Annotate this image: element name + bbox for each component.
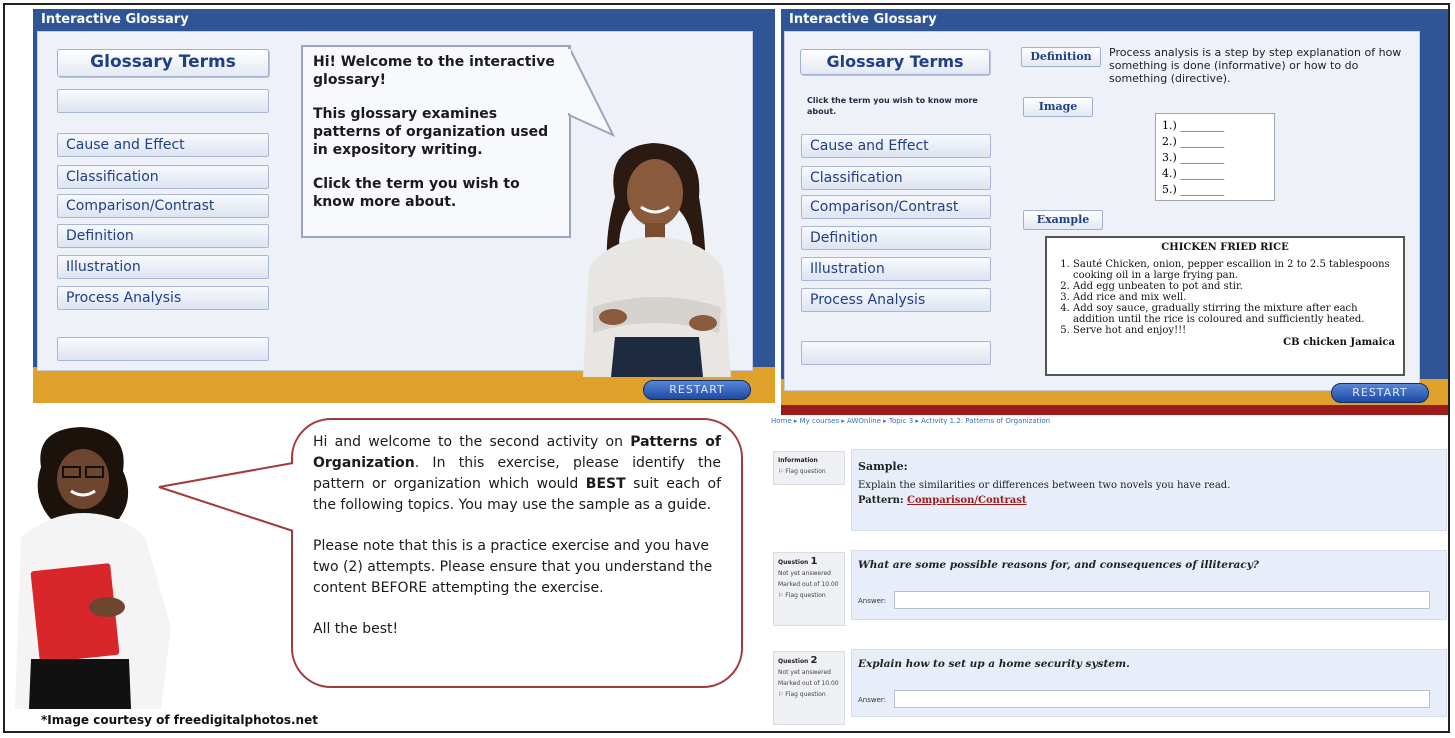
right-term-classification[interactable]: Classification xyxy=(801,166,991,190)
right-term-definition[interactable]: Definition xyxy=(801,226,991,250)
right-term-illustration[interactable]: Illustration xyxy=(801,257,991,281)
empty-term-slot-bottom[interactable] xyxy=(57,337,269,361)
recipe-step: 1. Sauté Chicken, onion, pepper escallion in 2 to 2.5 tablespoons cooking oil in a large frying pan. xyxy=(1073,259,1395,281)
activity-speech-bubble xyxy=(291,418,743,688)
right-empty-term-slot[interactable] xyxy=(801,341,991,365)
definition-text: Process analysis is a step by step explanation of how something is done (informative) or how to do something (directive). xyxy=(1109,46,1402,85)
question-2-info-box xyxy=(773,651,845,725)
flag-icon: ⚐ xyxy=(778,592,786,599)
term-cause-and-effect[interactable]: Cause and Effect xyxy=(57,133,269,157)
recipe-example-box xyxy=(1045,236,1405,376)
recipe-step: 4. Add soy sauce, gradually stirring the mixture after each addition until the rice is coloured and sufficiently heated. xyxy=(1073,303,1395,325)
flag-question-link[interactable]: ⚐ Flag question xyxy=(778,468,826,475)
speech-bubble-tail xyxy=(565,45,617,137)
sample-title: Sample: xyxy=(858,460,908,473)
breadcrumb[interactable]: Home ▸ My courses ▸ AWOnline ▸ Topic 3 ▸ Activity 1.2: Patterns of Organization xyxy=(771,417,1051,425)
right-glossary-title: Interactive Glossary xyxy=(789,12,937,27)
sample-question: Explain the similarities or differences between two novels you have read. xyxy=(858,480,1231,491)
flag-question-link[interactable]: ⚐ Flag question xyxy=(778,592,826,599)
question-1-marks: Marked out of 10.00 xyxy=(778,581,839,588)
image-courtesy-note: *Image courtesy of freedigitalphotos.net xyxy=(41,713,318,727)
recipe-step: 2. Add egg unbeaten to pot and stir. xyxy=(1073,281,1395,292)
composite-frame xyxy=(3,3,1450,733)
question-1-answer-input[interactable] xyxy=(894,591,1430,609)
empty-term-slot-top[interactable] xyxy=(57,89,269,113)
red-footer-bar xyxy=(781,405,1450,415)
sample-pattern-link[interactable]: Comparison/Contrast xyxy=(907,495,1027,506)
activity-closing: All the best! xyxy=(313,621,399,637)
flag-icon: ⚐ xyxy=(778,691,786,698)
activity-intro: Hi and welcome to the second activity on Patterns of Organization. In this exercise, please identify the pattern or organization which would BEST suit each of the following topics. You may use the sample as a guide. xyxy=(313,434,721,513)
recipe-step: 5. Serve hot and enjoy!!! xyxy=(1073,325,1395,336)
right-restart-button[interactable]: RESTART xyxy=(1331,383,1429,403)
activity-note: Please note that this is a practice exercise and you have two (2) attempts. Please ensure that you understand the content BEFORE attempting the exercise. xyxy=(313,538,713,596)
term-definition[interactable]: Definition xyxy=(57,224,269,248)
recipe-steps xyxy=(1055,259,1395,336)
question-1-label: Question 1 xyxy=(778,556,818,567)
right-click-instruction: Click the term you wish to know more about. xyxy=(807,96,978,116)
welcome-speech-bubble xyxy=(301,45,571,238)
image-tab[interactable]: Image xyxy=(1023,97,1093,117)
question-1-content-box xyxy=(851,550,1447,620)
answer-label: Answer: xyxy=(858,597,887,605)
question-2-status: Not yet answered xyxy=(778,669,831,676)
recipe-title: CHICKEN FRIED RICE xyxy=(1161,242,1289,253)
sample-content-box xyxy=(851,449,1447,531)
glossary-terms-header: Glossary Terms xyxy=(57,49,269,77)
right-term-process-analysis[interactable]: Process Analysis xyxy=(801,288,991,312)
instruction-text: Click the term you wish to know more about. xyxy=(313,176,520,210)
recipe-credit: CB chicken Jamaica xyxy=(1283,337,1395,348)
right-term-cause-and-effect[interactable]: Cause and Effect xyxy=(801,134,991,158)
recipe-step: 3. Add rice and mix well. xyxy=(1073,292,1395,303)
question-2-text: Explain how to set up a home security system. xyxy=(858,658,1130,670)
image-numbered-list: 1.) ________ 2.) ________ 3.) ________ 4.) ________ 5.) ________ xyxy=(1155,113,1275,201)
question-2-marks: Marked out of 10.00 xyxy=(778,680,839,687)
question-1-text: What are some possible reasons for, and consequences of illiteracy? xyxy=(858,559,1259,571)
term-illustration[interactable]: Illustration xyxy=(57,255,269,279)
right-glossary-terms-header: Glossary Terms xyxy=(800,49,990,75)
right-term-comparison-contrast[interactable]: Comparison/Contrast xyxy=(801,195,991,219)
left-restart-button[interactable]: RESTART xyxy=(643,380,751,400)
question-1-info-box xyxy=(773,552,845,626)
question-2-answer-input[interactable] xyxy=(894,690,1430,708)
question-2-content-box xyxy=(851,649,1447,717)
answer-label: Answer: xyxy=(858,696,887,704)
term-comparison-contrast[interactable]: Comparison/Contrast xyxy=(57,194,269,218)
activity-bubble-tail xyxy=(155,457,295,537)
question-2-label: Question 2 xyxy=(778,655,818,666)
information-info-box xyxy=(773,451,845,485)
glossary-purpose-text: This glossary examines patterns of organization used in expository writing. xyxy=(313,106,549,158)
flag-icon: ⚐ xyxy=(778,468,786,475)
guide-woman-image xyxy=(553,137,753,377)
flag-question-link[interactable]: ⚐ Flag question xyxy=(778,691,826,698)
example-tab[interactable]: Example xyxy=(1023,210,1103,230)
welcome-text: Hi! Welcome to the interactive glossary! xyxy=(313,54,555,88)
sample-pattern: Pattern: Comparison/Contrast xyxy=(858,495,1027,506)
question-1-status: Not yet answered xyxy=(778,570,831,577)
term-classification[interactable]: Classification xyxy=(57,165,269,189)
term-process-analysis[interactable]: Process Analysis xyxy=(57,286,269,310)
information-label: Information xyxy=(778,457,818,464)
definition-tab[interactable]: Definition xyxy=(1021,47,1101,67)
left-glossary-title: Interactive Glossary xyxy=(41,12,189,27)
